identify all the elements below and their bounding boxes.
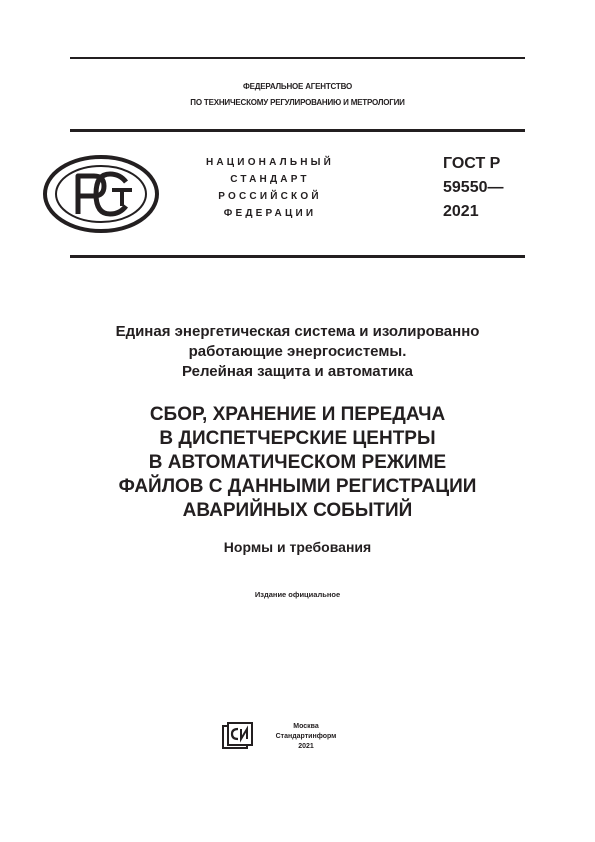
title-line-3: В АВТОМАТИЧЕСКОМ РЕЖИМЕ	[148, 452, 447, 473]
document-subtitle	[40, 322, 555, 382]
national-line-1: НАЦИОНАЛЬНЫЙ	[205, 157, 335, 168]
publisher-block	[262, 722, 350, 752]
subtitle-line-2: работающие энергосистемы.	[188, 343, 407, 360]
title-line-4: ФАЙЛОВ С ДАННЫМИ РЕГИСТРАЦИИ	[118, 476, 477, 497]
gost-designation	[443, 152, 504, 224]
gost-year: 2021	[443, 203, 479, 220]
title-line-2: В ДИСПЕТЧЕРСКИЕ ЦЕНТРЫ	[159, 428, 436, 449]
gost-label: ГОСТ Р	[443, 155, 501, 172]
subtitle-line-3: Релейная защита и автоматика	[181, 363, 414, 380]
national-line-2: СТАНДАРТ	[230, 174, 310, 185]
top-rule	[70, 57, 525, 59]
title-line-1: СБОР, ХРАНЕНИЕ И ПЕРЕДАЧА	[149, 404, 446, 425]
national-line-4: ФЕДЕРАЦИИ	[223, 208, 317, 219]
publisher-name: Стандартинформ	[275, 733, 337, 740]
agency-rule	[70, 129, 525, 132]
subtitle-line-1: Единая энергетическая система и изолированно	[115, 323, 480, 340]
rst-logo-icon	[42, 154, 160, 234]
national-standard-label	[180, 154, 360, 222]
official-edition: Издание официальное	[254, 590, 341, 599]
document-title	[40, 403, 555, 523]
gost-number: 59550—	[443, 179, 504, 196]
norms-and-requirements: Нормы и требования	[223, 539, 372, 555]
title-line-5: АВАРИЙНЫХ СОБЫТИЙ	[182, 500, 413, 521]
agency-line-1: ФЕДЕРАЛЬНОЕ АГЕНТСТВО	[242, 82, 352, 91]
national-line-3: РОССИЙСКОЙ	[218, 191, 322, 202]
publisher-city: Москва	[293, 723, 319, 730]
standartinform-logo-icon	[222, 722, 254, 750]
publisher-year: 2021	[298, 743, 314, 750]
standard-rule	[70, 255, 525, 258]
agency-line-2: ПО ТЕХНИЧЕСКОМУ РЕГУЛИРОВАНИЮ И МЕТРОЛОГИИ	[190, 98, 405, 107]
